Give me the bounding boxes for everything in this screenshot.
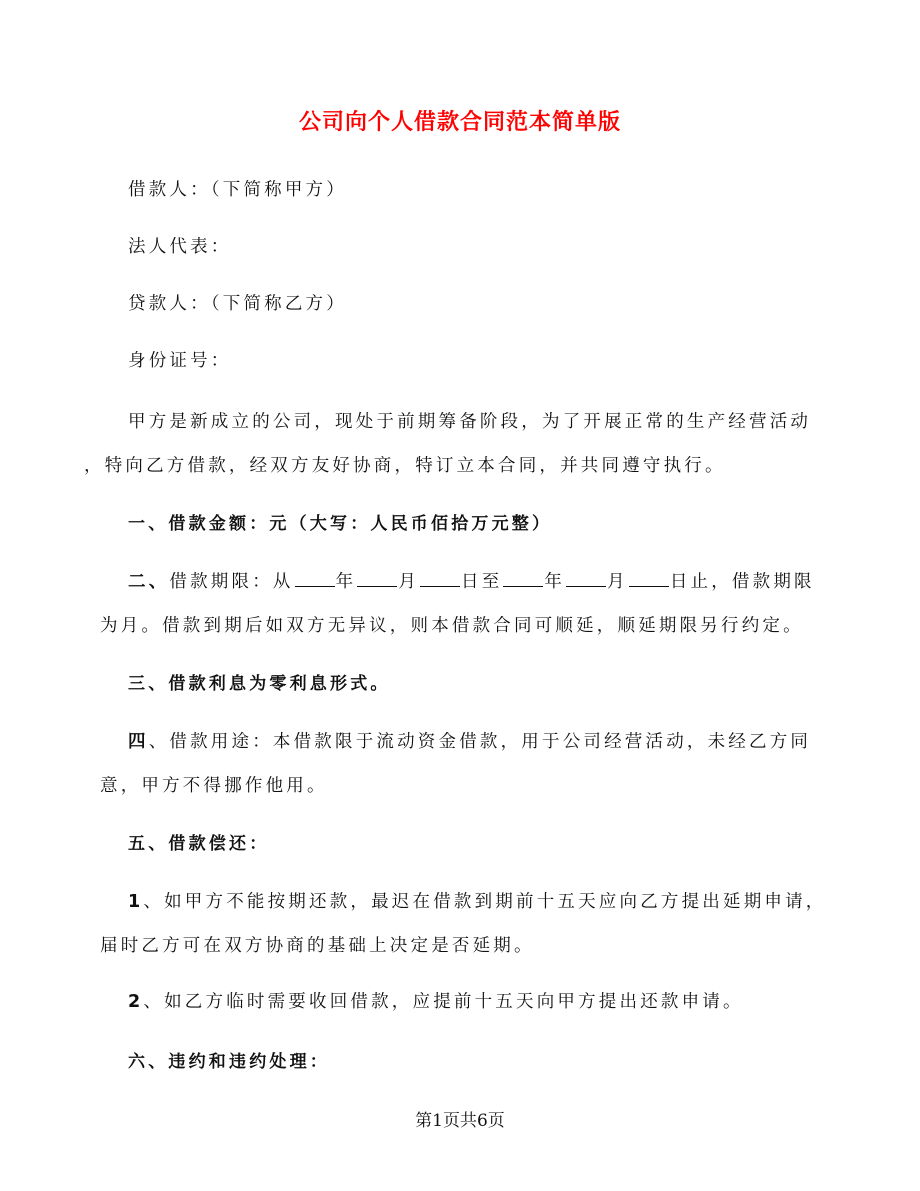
field-lender: 贷款人：（下简称乙方） xyxy=(128,294,347,314)
clause-2-line-1: 二、借款期限：从 年 月 日至 年 月 日止，借款期限 xyxy=(128,572,815,592)
blank-field xyxy=(629,570,669,587)
clause-5-item-1-line-1: 1、如甲方不能按期还款，最迟在借款到期前十五天应向乙方提出延期申请， xyxy=(128,892,827,912)
blank-field xyxy=(420,570,460,587)
blank-field xyxy=(566,570,606,587)
clause-4-line-1: 四、借款用途：本借款限于流动资金借款，用于公司经营活动，未经乙方同 xyxy=(128,732,812,752)
clause-6-heading: 六、违约和违约处理： xyxy=(128,1052,330,1072)
field-legal-representative: 法人代表： xyxy=(128,237,232,257)
field-borrower: 借款人：（下简称甲方） xyxy=(128,180,347,200)
clause-5-item-2: 2、如乙方临时需要收回借款，应提前十五天向甲方提出还款申请。 xyxy=(128,992,744,1012)
preamble-paragraph xyxy=(84,400,825,488)
field-id-number: 身份证号： xyxy=(128,351,232,371)
clause-2-loan-term xyxy=(100,560,825,648)
clause-5-item-1 xyxy=(100,880,825,968)
blank-field xyxy=(295,570,335,587)
clause-3-interest: 三、借款利息为零利息形式。 xyxy=(128,674,391,694)
clause-1-loan-amount: 一、借款金额：元（大写：人民币佰拾万元整） xyxy=(128,514,553,534)
clause-4-loan-purpose xyxy=(100,720,825,808)
page-number-footer: 第1页共6页 xyxy=(415,1111,505,1131)
blank-field xyxy=(357,570,397,587)
preamble-line-2: ，特向乙方借款，经双方友好协商，特订立本合同，并共同遵守执行。 xyxy=(84,456,726,476)
clause-5-item-1-line-2: 届时乙方可在双方协商的基础上决定是否延期。 xyxy=(100,936,535,956)
document-title: 公司向个人借款合同范本简单版 xyxy=(298,110,621,135)
blank-field xyxy=(503,570,543,587)
preamble-line-1: 甲方是新成立的公司，现处于前期筹备阶段，为了开展正常的生产经营活动 xyxy=(128,412,812,432)
clause-2-line-2: 为月。借款到期后如双方无异议，则本借款合同可顺延，顺延期限另行约定。 xyxy=(100,616,804,636)
clause-4-line-2: 意，甲方不得挪作他用。 xyxy=(100,776,328,796)
clause-5-heading: 五、借款偿还： xyxy=(128,834,270,854)
